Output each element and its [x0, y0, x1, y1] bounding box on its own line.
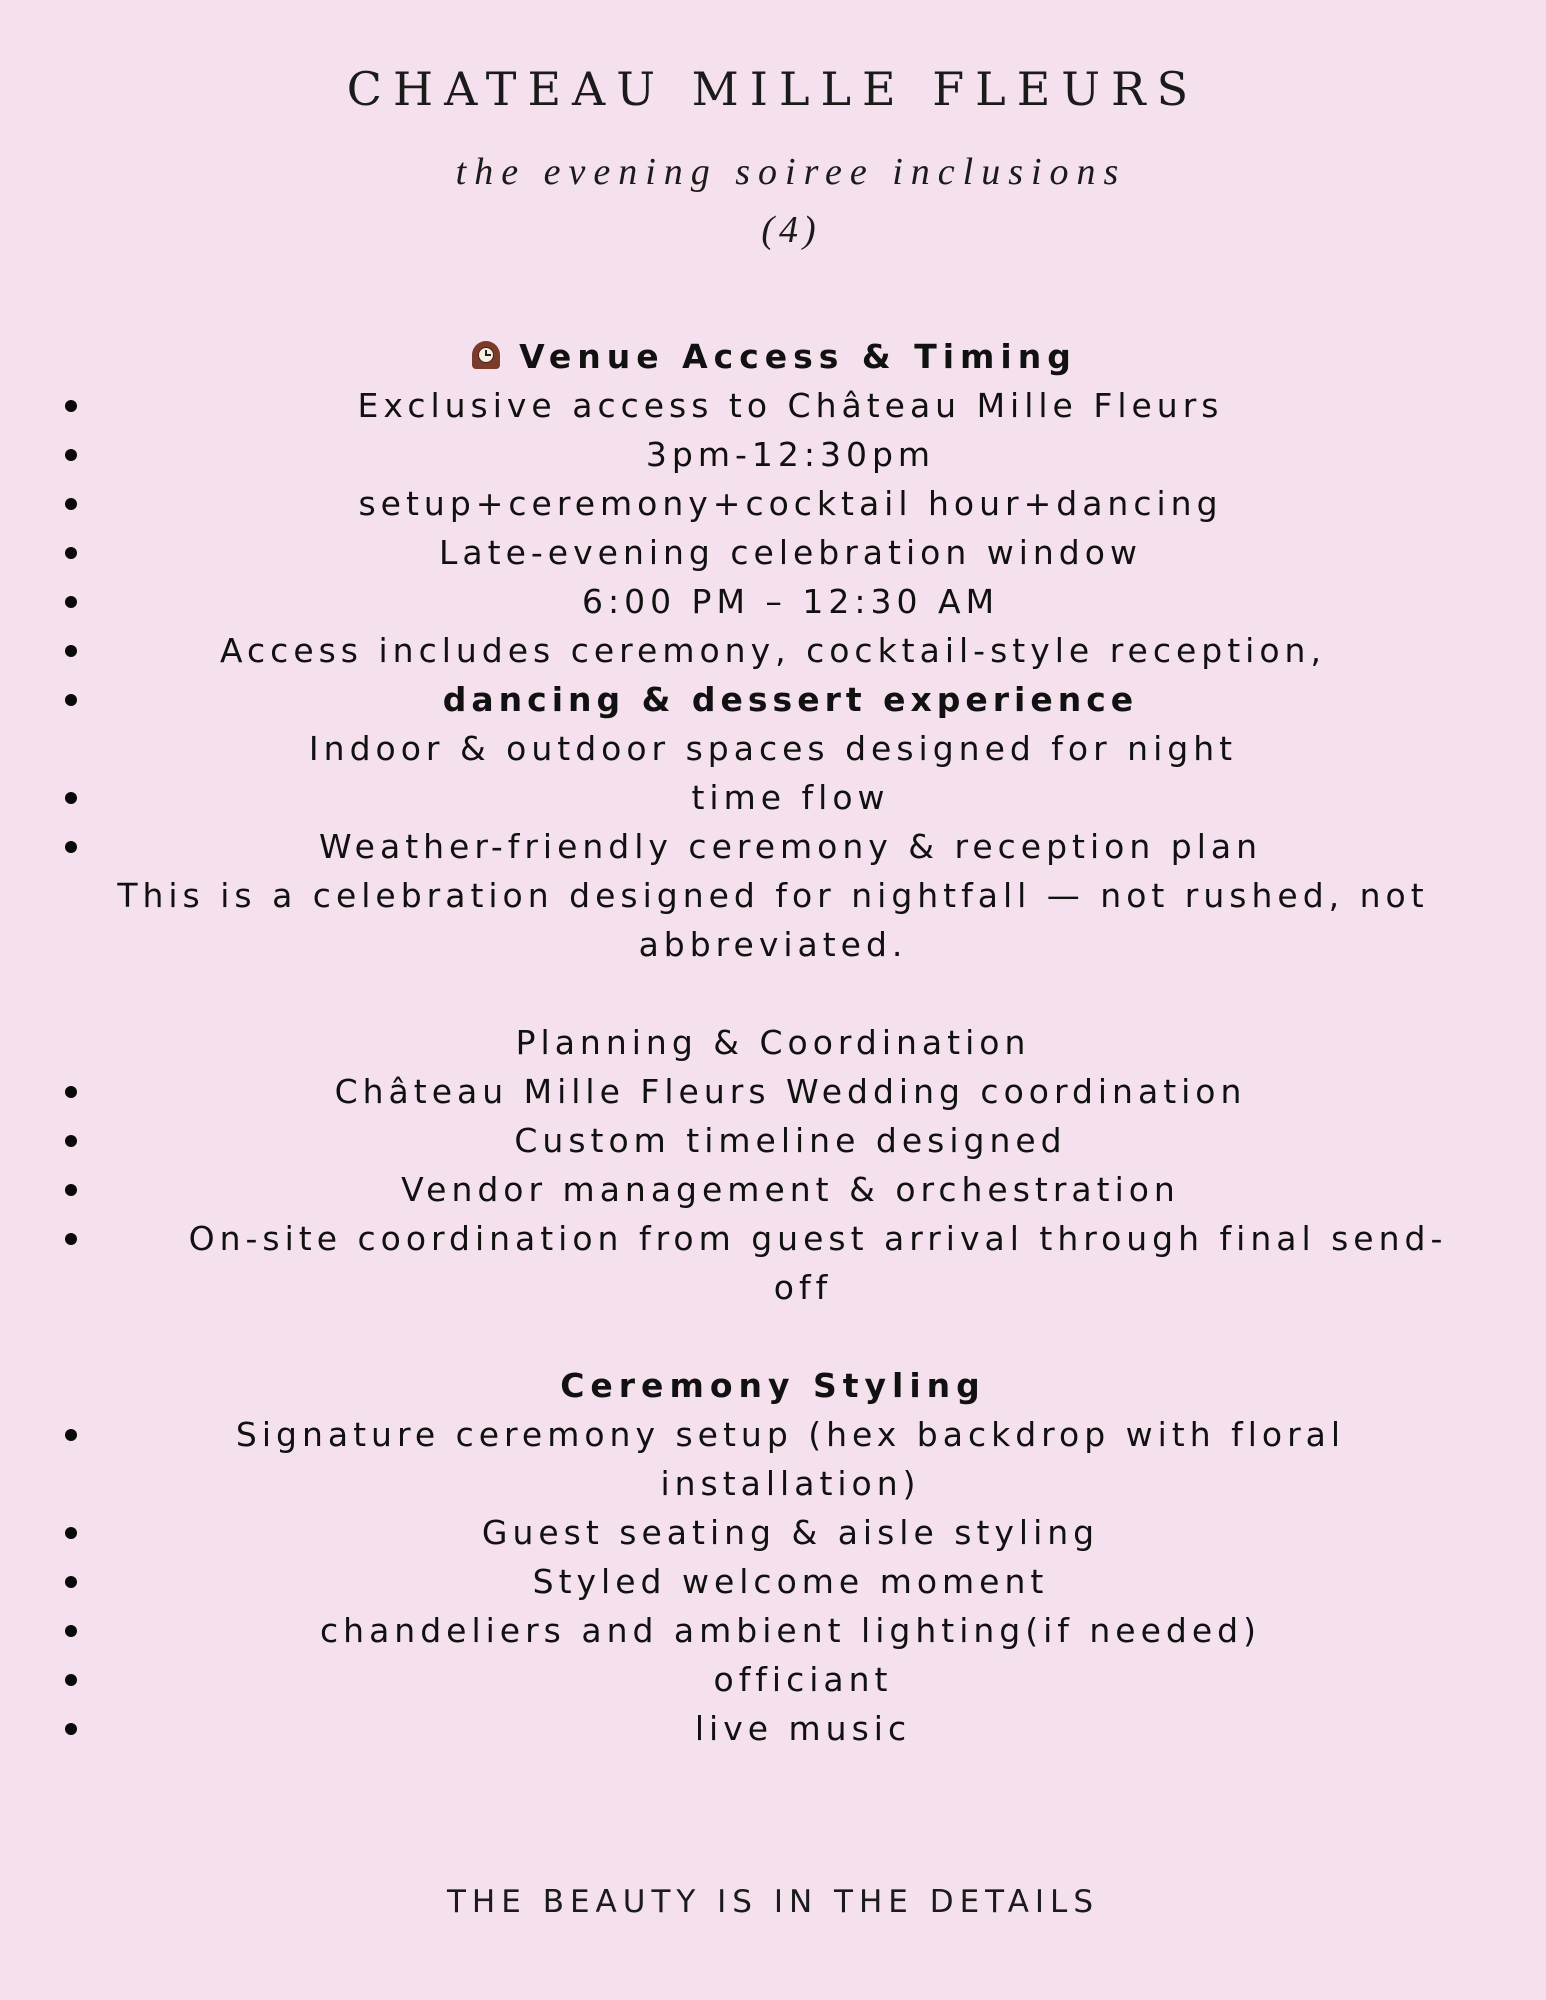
mantelpiece-clock-icon: [469, 341, 503, 371]
venue-note-continuation: abbreviated.: [638, 925, 908, 964]
list-item: live music: [0, 1704, 1546, 1753]
list-item: dancing & dessert experience: [0, 675, 1546, 724]
venue-heading-label: Venue Access & Timing: [519, 337, 1077, 376]
list-item: Exclusive access to Château Mille Fleurs: [0, 381, 1546, 430]
venue-section-heading: [0, 332, 1546, 381]
page-subtitle: the evening soiree inclusions: [455, 151, 1127, 193]
list-item-continuation: Indoor & outdoor spaces designed for night: [308, 729, 1238, 768]
list-item: officiant: [0, 1655, 1546, 1704]
list-item: time flow: [0, 773, 1546, 822]
list-item: chandeliers and ambient lighting(if needed): [0, 1606, 1546, 1655]
list-item: Custom timeline designed: [0, 1116, 1546, 1165]
planning-section-heading: Planning & Coordination: [515, 1023, 1031, 1062]
list-item: Weather-friendly ceremony & reception plan: [0, 822, 1546, 871]
list-item: 6:00 PM – 12:30 AM: [0, 577, 1546, 626]
list-item: On-site coordination from guest arrival through final send-: [0, 1214, 1546, 1263]
list-item: Vendor management & orchestration: [0, 1165, 1546, 1214]
list-item-continuation: installation): [660, 1464, 921, 1503]
list-item: setup+ceremony+cocktail hour+dancing: [0, 479, 1546, 528]
footer-tagline: THE BEAUTY IS IN THE DETAILS: [447, 1884, 1099, 1920]
list-item-continuation: off: [773, 1268, 833, 1307]
page-number: (4): [761, 209, 821, 251]
ceremony-section-heading: Ceremony Styling: [560, 1366, 986, 1405]
venue-note: This is a celebration designed for nightfall — not rushed, not: [117, 876, 1429, 915]
list-item: 3pm-12:30pm: [0, 430, 1546, 479]
list-item: Styled welcome moment: [0, 1557, 1546, 1606]
list-item: Access includes ceremony, cocktail-style reception,: [0, 626, 1546, 675]
list-item: Guest seating & aisle styling: [0, 1508, 1546, 1557]
list-item: Signature ceremony setup (hex backdrop with floral: [0, 1410, 1546, 1459]
inclusions-content: [0, 332, 1546, 1753]
list-item: Château Mille Fleurs Wedding coordination: [0, 1067, 1546, 1116]
venue-title: CHATEAU MILLE FLEURS: [346, 62, 1200, 116]
list-item: Late-evening celebration window: [0, 528, 1546, 577]
